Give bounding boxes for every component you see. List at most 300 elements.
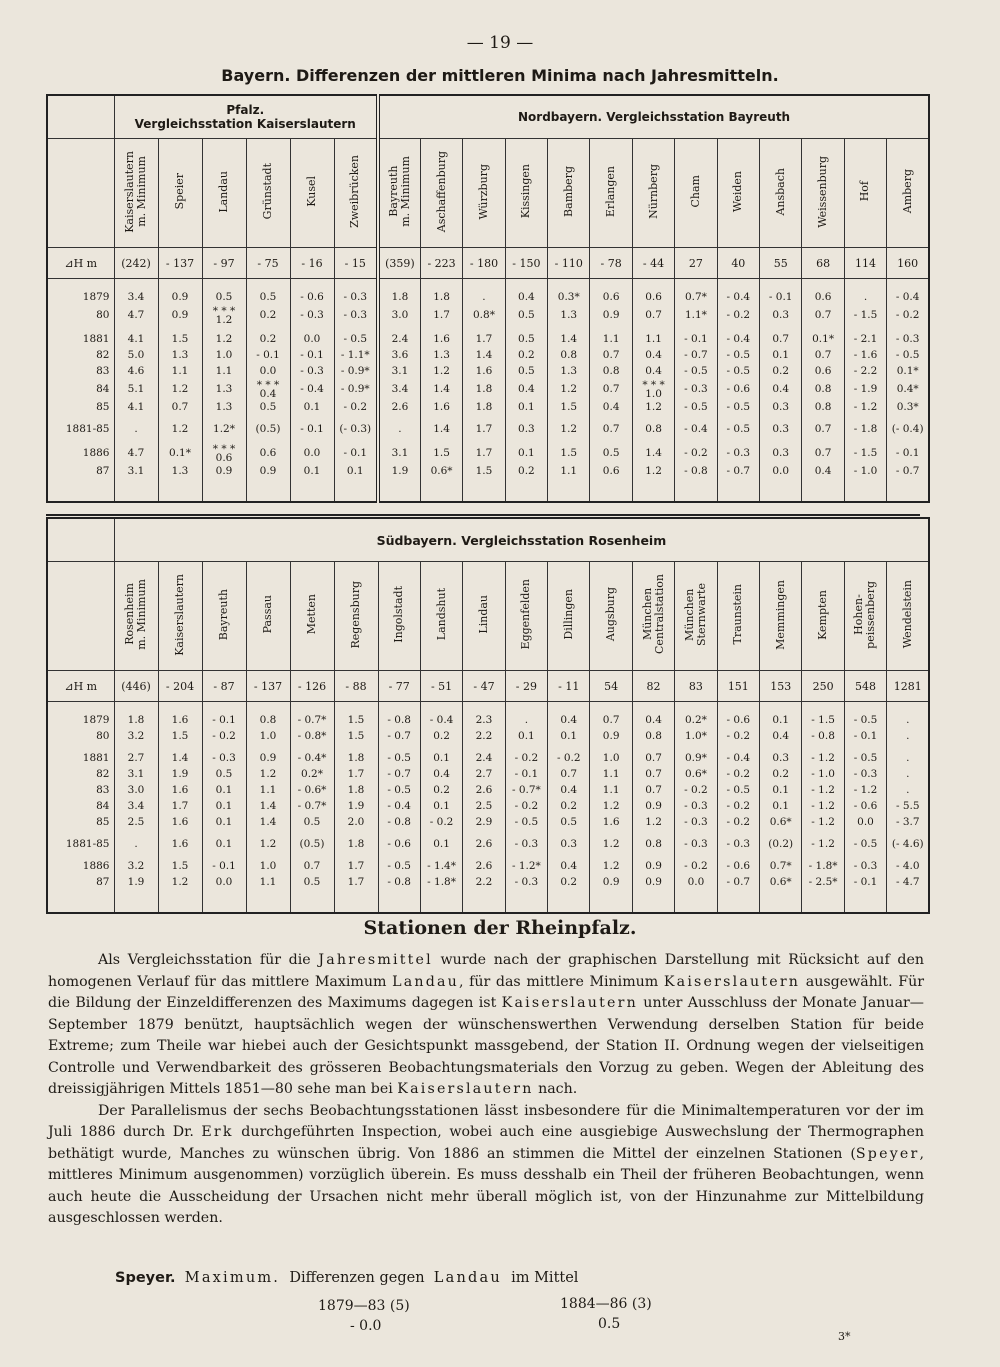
data-cell: 0.1* [158, 443, 202, 463]
column-header-row [47, 139, 929, 248]
data-cell: - 0.8 [802, 728, 844, 744]
spacer-cell [378, 890, 420, 913]
data-cell: - 1.2 [802, 798, 844, 814]
data-cell: 1.8 [463, 379, 505, 399]
data-cell: - 0.2 [717, 814, 759, 830]
table-title: Bayern. Differenzen der mittleren Minima nach Jahresmitteln. [221, 66, 779, 85]
column-header [844, 562, 886, 671]
column-header [760, 139, 802, 248]
column-header [463, 139, 505, 248]
data-cell: 0.4 [548, 858, 590, 874]
data-cell: 0.9 [202, 463, 246, 479]
spacer-cell [717, 279, 759, 290]
station-name: Regensburg [349, 580, 362, 649]
data-cell: 0.4 [760, 379, 802, 399]
data-cell: 0.2* [675, 712, 717, 728]
spaced-name: Kaiserslautern [501, 995, 638, 1011]
spacer-cell [802, 890, 844, 913]
data-cell: - 1.0 [844, 463, 886, 479]
data-cell: 1.6 [158, 814, 202, 830]
data-cell: 1.1 [202, 363, 246, 379]
data-cell: 1.4 [463, 347, 505, 363]
data-cell: 3.1 [378, 443, 420, 463]
data-cell: 3.6 [378, 347, 420, 363]
data-cell: (0.2) [760, 836, 802, 852]
data-cell: 0.0 [844, 814, 886, 830]
group-pfalz: Pfalz. Vergleichsstation Kaiserslautern [114, 95, 378, 139]
table-row [47, 858, 929, 874]
spacer-row [47, 479, 929, 502]
height-diff-value: - 204 [158, 671, 202, 702]
height-diff-value: 250 [802, 671, 844, 702]
column-header [334, 562, 378, 671]
data-cell: 0.4 [420, 766, 462, 782]
data-cell: . [505, 712, 547, 728]
height-diff-value: 54 [590, 671, 632, 702]
data-cell: - 0.2 [202, 728, 246, 744]
data-cell: 4.7 [114, 305, 158, 325]
data-cell: 1.7 [158, 798, 202, 814]
data-cell: 0.4 [548, 782, 590, 798]
spacer-row [47, 279, 929, 290]
data-cell: 0.2 [420, 728, 462, 744]
spacer-cell [378, 479, 420, 502]
data-cell: 0.4 [590, 399, 632, 415]
data-cell: - 0.3 [675, 814, 717, 830]
data-cell: 0.1 [290, 463, 334, 479]
data-cell: 4.1 [114, 399, 158, 415]
data-cell: - 0.1 [246, 347, 290, 363]
spacer-cell [202, 279, 246, 290]
data-cell: 1.3 [202, 379, 246, 399]
data-cell: 3.4 [114, 289, 158, 305]
height-diff-value: - 150 [505, 248, 547, 279]
height-diff-value: 40 [717, 248, 759, 279]
data-cell: - 1.2 [802, 836, 844, 852]
data-cell: - 0.8 [378, 712, 420, 728]
data-cell: 0.9 [590, 305, 632, 325]
spacer-cell [548, 702, 590, 713]
height-diff-value: - 78 [590, 248, 632, 279]
data-cell: 0.6 [802, 363, 844, 379]
height-diff-value: 160 [887, 248, 929, 279]
data-cell: - 0.1 [290, 347, 334, 363]
data-cell: 0.1 [202, 782, 246, 798]
height-diff-value: 114 [844, 248, 886, 279]
data-cell: 0.5 [202, 289, 246, 305]
data-cell: 1.3 [548, 363, 590, 379]
data-cell: . [887, 782, 930, 798]
data-cell: 0.3* [548, 289, 590, 305]
data-cell: 0.7 [632, 782, 674, 798]
data-cell: 0.1* [887, 363, 929, 379]
data-cell: 0.1 [548, 728, 590, 744]
data-cell: - 2.2 [844, 363, 886, 379]
height-diff-value: - 137 [158, 248, 202, 279]
data-cell: 0.2 [505, 463, 547, 479]
spacer-cell [675, 890, 717, 913]
column-header [290, 139, 334, 248]
spacer-cell [844, 890, 886, 913]
data-cell: 0.8 [802, 399, 844, 415]
spacer-cell [717, 702, 759, 713]
text-run: durchgeführten Inspection, wobei auch eine ausgiebige Auswechslung der Thermographen bethätigt wurde, Manches zu wünschen übrig. Von 1886 an stimmen die Mittel der einzelnen Stationen ( [48, 1124, 924, 1162]
data-cell: 1.2 [590, 836, 632, 852]
data-cell: 0.0 [760, 463, 802, 479]
data-cell: 0.0 [675, 874, 717, 890]
data-cell: - 0.4 [887, 289, 929, 305]
data-cell: 3.1 [378, 363, 420, 379]
spacer-cell [47, 279, 114, 290]
data-cell: - 0.1 [505, 766, 547, 782]
data-cell: - 0.2 [887, 305, 929, 325]
column-header [760, 562, 802, 671]
data-cell: 0.3 [505, 421, 547, 437]
data-cell: - 0.8 [675, 463, 717, 479]
column-header [463, 562, 505, 671]
data-cell: 1.2 [202, 331, 246, 347]
data-cell: - 0.3 [334, 289, 378, 305]
height-diff-value: 68 [802, 248, 844, 279]
column-header [590, 139, 632, 248]
data-cell: - 0.4 [420, 712, 462, 728]
height-diff-value: (446) [114, 671, 158, 702]
data-cell: - 1.2 [802, 782, 844, 798]
data-cell: - 0.4 [675, 421, 717, 437]
data-cell: 0.6* [760, 814, 802, 830]
year-label: 87 [47, 463, 114, 479]
data-cell: - 0.2 [675, 858, 717, 874]
height-diff-value: 82 [632, 671, 674, 702]
height-diff-value: - 88 [334, 671, 378, 702]
column-header [887, 562, 930, 671]
spacer-cell [548, 279, 590, 290]
spacer-cell [202, 479, 246, 502]
data-cell: 0.5 [505, 305, 547, 325]
data-cell: 1.4 [420, 379, 462, 399]
speyer-name: Speyer. [115, 1270, 176, 1286]
data-cell: 0.2* [290, 766, 334, 782]
data-cell: - 0.7* [290, 798, 334, 814]
station-name: Kaiserslautern m. Minimum [123, 150, 148, 233]
data-cell: - 0.3 [505, 836, 547, 852]
spacer-cell [114, 890, 158, 913]
data-cell: - 1.2 [844, 782, 886, 798]
data-cell: 0.6 [632, 289, 674, 305]
spacer-cell [420, 702, 462, 713]
table-row [47, 363, 929, 379]
speyer-suffix: im Mittel [511, 1270, 579, 1286]
data-cell: 3.4 [378, 379, 420, 399]
data-cell: - 0.5 [844, 750, 886, 766]
spacer-cell [114, 702, 158, 713]
data-cell: 0.3 [760, 443, 802, 463]
column-header [378, 562, 420, 671]
data-cell: 2.7 [114, 750, 158, 766]
spacer-cell [334, 479, 378, 502]
data-cell: 0.2 [420, 782, 462, 798]
spaced-name: Kaiserslautern [397, 1081, 534, 1097]
station-name: Kempten [816, 589, 830, 640]
data-cell: 1.2 [548, 421, 590, 437]
height-diff-value: - 110 [548, 248, 590, 279]
paragraph-1 [48, 950, 924, 1101]
station-name: Augsburg [604, 587, 618, 642]
data-cell: 1.2 [158, 874, 202, 890]
data-cell: 0.1 [202, 836, 246, 852]
year-label: 1886 [47, 858, 114, 874]
data-cell: - 1.2 [844, 399, 886, 415]
spaced-name: Jahresmittel [318, 952, 433, 968]
spacer-cell [632, 890, 674, 913]
data-cell: 0.1 [760, 798, 802, 814]
data-cell: 0.4 [632, 347, 674, 363]
data-cell: 2.7 [463, 766, 505, 782]
data-cell: . [463, 289, 505, 305]
data-cell: 2.5 [114, 814, 158, 830]
column-header [378, 139, 420, 248]
data-cell: - 0.3 [675, 798, 717, 814]
column-header [802, 139, 844, 248]
data-cell: 0.4 [760, 728, 802, 744]
spacer-cell [114, 279, 158, 290]
data-cell: (0.5) [246, 421, 290, 437]
data-cell: 1.2 [246, 836, 290, 852]
column-header [717, 139, 759, 248]
spacer-cell [378, 279, 420, 290]
column-header-row [47, 562, 929, 671]
data-cell: 0.5 [202, 766, 246, 782]
data-cell: 1.2 [158, 379, 202, 399]
data-cell: 0.5 [590, 443, 632, 463]
data-cell: - 0.6 [717, 712, 759, 728]
height-diff-value: - 51 [420, 671, 462, 702]
station-name: Ingolstadt [392, 586, 406, 643]
year-label: 1881 [47, 331, 114, 347]
data-cell: 2.5 [463, 798, 505, 814]
data-cell: 0.7 [802, 305, 844, 325]
data-cell: - 0.2 [420, 814, 462, 830]
height-diff-value: 27 [675, 248, 717, 279]
data-cell: - 0.1 [290, 421, 334, 437]
data-cell: 1.4 [420, 421, 462, 437]
data-cell: 2.3 [463, 712, 505, 728]
group-nordbayern: Nordbayern. Vergleichsstation Bayreuth [378, 95, 929, 139]
data-cell: 0.4* [887, 379, 929, 399]
spacer-cell [675, 702, 717, 713]
year-label: 87 [47, 874, 114, 890]
spacer-cell [632, 702, 674, 713]
data-cell: 1.2 [158, 421, 202, 437]
data-cell: 0.3* [887, 399, 929, 415]
data-cell: - 0.4 [717, 289, 759, 305]
data-cell: 0.2 [760, 766, 802, 782]
column-header [505, 562, 547, 671]
spacer-cell [548, 479, 590, 502]
height-diff-value: - 44 [632, 248, 674, 279]
spacer-cell [47, 479, 114, 502]
column-header [114, 562, 158, 671]
data-cell: 1.5 [158, 728, 202, 744]
year-label: 85 [47, 814, 114, 830]
data-cell: 0.8 [632, 728, 674, 744]
data-cell: . [887, 766, 930, 782]
data-cell: 2.6 [378, 399, 420, 415]
data-cell: 1.2 [420, 363, 462, 379]
spacer-cell [47, 702, 114, 713]
data-cell: 3.4 [114, 798, 158, 814]
data-cell: 1.3 [158, 463, 202, 479]
height-diff-value: (242) [114, 248, 158, 279]
column-header [802, 562, 844, 671]
data-cell: 0.1 [420, 836, 462, 852]
data-cell: 0.3 [760, 421, 802, 437]
data-cell: 1.6 [463, 363, 505, 379]
data-cell: - 0.8* [290, 728, 334, 744]
year-label: 82 [47, 766, 114, 782]
table-row [47, 347, 929, 363]
spacer-cell [378, 702, 420, 713]
data-cell: 1.2 [548, 379, 590, 399]
spacer-cell [590, 702, 632, 713]
data-cell: 2.2 [463, 728, 505, 744]
station-name: Zweibrücken [348, 155, 362, 228]
data-cell: 0.9 [632, 874, 674, 890]
spacer-cell [505, 890, 547, 913]
data-cell: 1.6 [590, 814, 632, 830]
data-cell: 1.4 [246, 798, 290, 814]
data-cell: - 1.2* [505, 858, 547, 874]
spacer-cell [505, 279, 547, 290]
data-cell: 0.9 [158, 305, 202, 325]
data-cell: - 0.1 [202, 858, 246, 874]
station-name: Kusel [305, 176, 318, 207]
spacer-cell [548, 890, 590, 913]
height-diff-value: 153 [760, 671, 802, 702]
spacer-cell [887, 890, 930, 913]
data-cell: - 0.1 [887, 443, 929, 463]
data-cell: 2.2 [463, 874, 505, 890]
data-cell: 0.7 [760, 331, 802, 347]
data-cell: 0.6* [760, 874, 802, 890]
data-cell: 0.6* [420, 463, 462, 479]
spacer-cell [246, 890, 290, 913]
table-row [47, 379, 929, 399]
data-cell: 1.3 [202, 399, 246, 415]
data-cell: - 1.0 [802, 766, 844, 782]
data-cell: - 4.0 [887, 858, 930, 874]
data-cell: - 0.4 [717, 750, 759, 766]
station-name: Dillingen [561, 589, 575, 640]
data-cell: 0.6 [590, 289, 632, 305]
year-label: 84 [47, 379, 114, 399]
spacer-cell [202, 890, 246, 913]
height-diff-value: - 126 [290, 671, 334, 702]
data-cell: 0.6 [246, 443, 290, 463]
column-header [158, 139, 202, 248]
page-number: — 19 — [466, 33, 534, 53]
data-cell: - 0.6 [717, 858, 759, 874]
data-cell: - 0.5 [334, 331, 378, 347]
data-cell: - 0.2 [548, 750, 590, 766]
station-name: Aschaffenburg [434, 150, 448, 233]
year-label: 1886 [47, 443, 114, 463]
text-run: nach. [533, 1081, 578, 1097]
data-cell: 0.2 [548, 874, 590, 890]
data-cell: - 1.8* [420, 874, 462, 890]
data-cell: - 1.9 [844, 379, 886, 399]
data-cell: 1.1 [590, 766, 632, 782]
column-header [632, 562, 674, 671]
data-cell: 1.5 [334, 728, 378, 744]
data-cell: - 0.3 [290, 363, 334, 379]
data-cell: - 1.4* [420, 858, 462, 874]
height-diff-value: 55 [760, 248, 802, 279]
station-name: Nürnberg [646, 164, 660, 219]
year-label: 1881-85 [47, 421, 114, 437]
table-row [47, 421, 929, 437]
row-label: ⊿H m [47, 671, 114, 702]
data-cell: - 0.9* [334, 363, 378, 379]
data-cell: - 0.7 [717, 874, 759, 890]
table-row [47, 463, 929, 479]
data-cell: 0.4 [505, 379, 547, 399]
text-run: wurde nach der graphischen Darstellung mit Rücksicht auf den homogenen Verlauf für das mittlere Maximum [48, 952, 924, 990]
spacer-cell [47, 890, 114, 913]
data-cell: 1.1* [675, 305, 717, 325]
data-cell: (- 0.4) [887, 421, 929, 437]
station-name: Lindau [476, 595, 490, 634]
spaced-name: Speyer [855, 1145, 920, 1162]
data-cell: 1.2 [590, 798, 632, 814]
data-cell: 0.1 [760, 347, 802, 363]
data-cell: 1.5 [548, 399, 590, 415]
data-cell: 1.9 [378, 463, 420, 479]
column-header [844, 139, 886, 248]
table-row [47, 289, 929, 305]
spacer-cell [632, 279, 674, 290]
spacer-cell [290, 279, 334, 290]
data-cell: 1.6 [158, 712, 202, 728]
data-cell: 1.1 [590, 331, 632, 347]
spacer-cell [290, 479, 334, 502]
table-row [47, 399, 929, 415]
text-run: , für das mittlere Minimum [458, 973, 664, 990]
data-cell: * * * 0.4 [246, 379, 290, 399]
data-cell: 0.7 [802, 347, 844, 363]
data-cell: 1.7 [463, 331, 505, 347]
data-cell: - 0.1 [675, 331, 717, 347]
data-cell: 0.2 [246, 331, 290, 347]
data-cell: 0.1 [505, 443, 547, 463]
height-diff-value: - 87 [202, 671, 246, 702]
data-cell: - 0.6 [290, 289, 334, 305]
data-cell: 3.0 [378, 305, 420, 325]
text-run: , mittleres Minimum ausgenommen) vorzüglich überein. Es muss desshalb ein Theil der früheren Beobachtungen, wenn auch heute die Ausscheidung der Ursachen nicht mehr überall möglich ist, von der Hinzunahme zur Mittelbildung ausgeschlossen werden. [48, 1145, 924, 1226]
spaced-name: Landau [392, 973, 459, 990]
station-name: Passau [261, 595, 274, 634]
data-cell: - 0.3 [202, 750, 246, 766]
data-cell: 2.6 [463, 782, 505, 798]
column-header [246, 562, 290, 671]
spacer-cell [420, 890, 462, 913]
data-cell: 0.7 [158, 399, 202, 415]
data-cell: 0.7 [632, 750, 674, 766]
column-header [114, 139, 158, 248]
data-cell: - 1.2 [802, 750, 844, 766]
spacer-cell [334, 890, 378, 913]
year-label: 84 [47, 798, 114, 814]
